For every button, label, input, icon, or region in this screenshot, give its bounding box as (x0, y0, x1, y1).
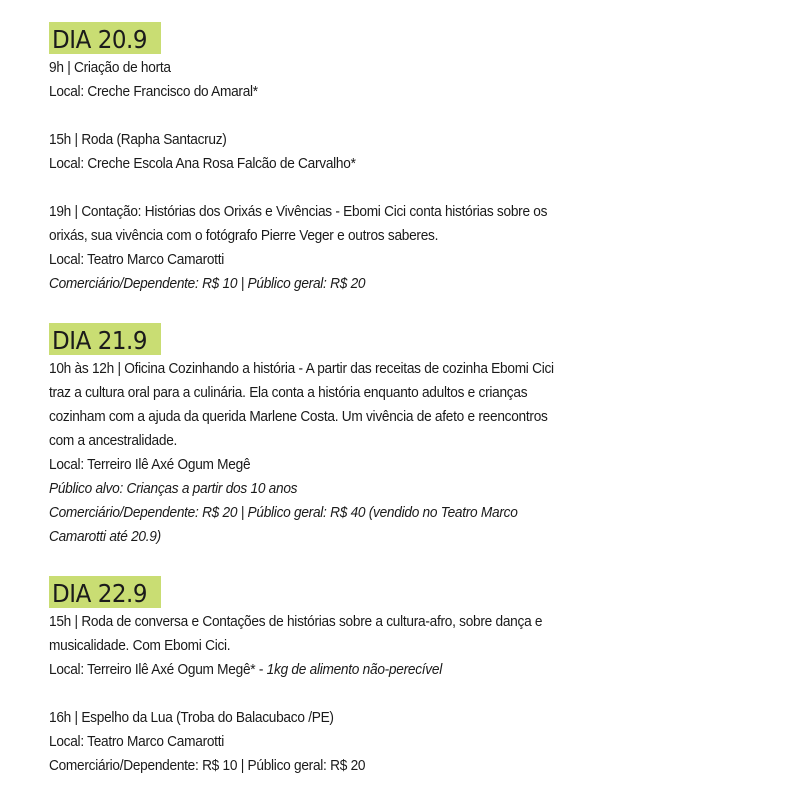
day-title: DIA 21.9 (52, 326, 148, 355)
day-title: DIA 22.9 (52, 579, 148, 608)
event-location: Local: Creche Francisco do Amaral* (49, 83, 258, 100)
event-price: Comerciário/Dependente: R$ 10 | Público geral: R$ 20 (49, 275, 366, 292)
schedule-page (49, 22, 769, 778)
event-audience: Público alvo: Crianças a partir dos 10 anos (49, 480, 298, 497)
event-line: 10h às 12h | Oficina Cozinhando a história - A partir das receitas de cozinha Ebomi Cici (49, 360, 554, 377)
day-section-20-9 (49, 22, 769, 296)
event-line: 16h | Espelho da Lua (Troba do Balacubaco /PE) (49, 709, 334, 726)
event-line: orixás, sua vivência com o fotógrafo Pierre Veger e outros saberes. (49, 227, 439, 244)
event-location-text: Local: Terreiro Ilê Axé Ogum Megê* - (49, 661, 267, 678)
event-item (49, 357, 769, 549)
day-header (49, 22, 161, 54)
event-line: com a ancestralidade. (49, 432, 178, 449)
event-price-note: Camarotti até 20.9) (49, 528, 161, 545)
event-line: musicalidade. Com Ebomi Cici. (49, 637, 231, 654)
event-price: Comerciário/Dependente: R$ 20 | Público geral: R$ 40 (vendido no Teatro Marco (49, 504, 518, 521)
event-line: 19h | Contação: Histórias dos Orixás e Vivências - Ebomi Cici conta histórias sobre os (49, 203, 548, 220)
day-section-21-9 (49, 323, 769, 549)
day-title: DIA 20.9 (52, 25, 148, 54)
event-location (49, 658, 697, 682)
event-location: Local: Terreiro Ilê Axé Ogum Megê (49, 456, 251, 473)
event-line: 9h | Criação de horta (49, 59, 171, 76)
event-item (49, 128, 769, 176)
day-section-22-9 (49, 576, 769, 778)
event-line: traz a cultura oral para a culinária. Ela conta a história enquanto adultos e crianças (49, 384, 528, 401)
event-item (49, 610, 769, 682)
event-location: Local: Teatro Marco Camarotti (49, 251, 225, 268)
event-location: Local: Teatro Marco Camarotti (49, 733, 225, 750)
event-price: Comerciário/Dependente: R$ 10 | Público geral: R$ 20 (49, 757, 366, 774)
day-header (49, 576, 161, 608)
day-header (49, 323, 161, 355)
event-line: 15h | Roda de conversa e Contações de histórias sobre a cultura-afro, sobre dança e (49, 613, 543, 630)
event-location: Local: Creche Escola Ana Rosa Falcão de Carvalho* (49, 155, 356, 172)
event-line: 15h | Roda (Rapha Santacruz) (49, 131, 227, 148)
event-item (49, 200, 769, 296)
event-item (49, 706, 769, 778)
event-donation-note: 1kg de alimento não-perecível (266, 661, 442, 678)
event-item (49, 56, 769, 104)
event-line: cozinham com a ajuda da querida Marlene Costa. Um vivência de afeto e reencontros (49, 408, 548, 425)
